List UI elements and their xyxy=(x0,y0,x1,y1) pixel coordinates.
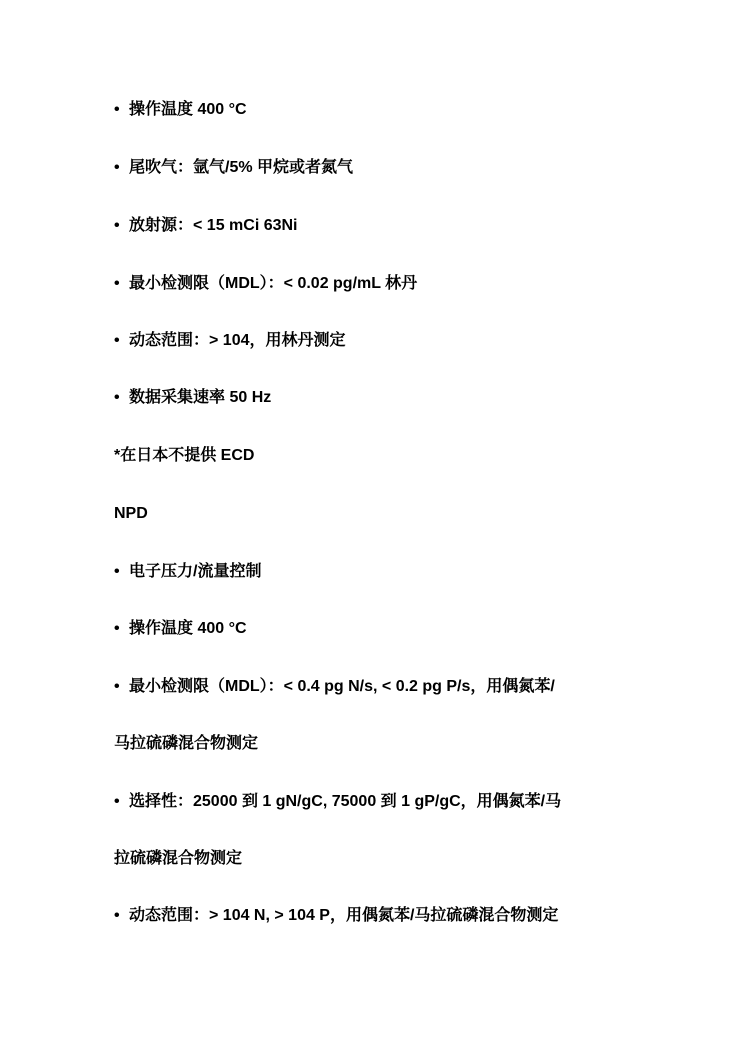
section-heading-npd xyxy=(114,504,148,524)
line-text: 马拉硫磷混合物测定 xyxy=(114,735,259,752)
spec-line-selectivity xyxy=(114,792,561,812)
bullet-icon: • xyxy=(114,563,120,580)
footnote-ecd-japan xyxy=(114,446,254,466)
bullet-icon: • xyxy=(114,159,120,176)
spec-line-selectivity-cont xyxy=(114,849,242,869)
line-text: *在日本不提供 ECD xyxy=(114,447,255,464)
spec-line-operating-temp-2 xyxy=(114,619,247,639)
line-text: 数据采集速率 50 Hz xyxy=(129,389,272,406)
line-text: 最小检测限（MDL）：< 0.02 pg/mL 林丹 xyxy=(129,275,418,292)
bullet-icon: • xyxy=(114,101,120,118)
bullet-icon: • xyxy=(114,217,120,234)
line-text: 动态范围：> 104 N, > 104 P，用偶氮苯/马拉硫磷混合物测定 xyxy=(129,907,559,924)
bullet-icon: • xyxy=(114,620,120,637)
line-text: 最小检测限（MDL）：< 0.4 pg N/s, < 0.2 pg P/s，用偶氮苯/ xyxy=(129,678,555,695)
line-text: 拉硫磷混合物测定 xyxy=(114,850,243,867)
bullet-icon: • xyxy=(114,389,120,406)
spec-line-radiation-source xyxy=(114,216,298,236)
spec-line-dynamic-range-npd xyxy=(114,906,558,926)
spec-line-operating-temp-1 xyxy=(114,100,247,120)
spec-line-makeup-gas xyxy=(114,158,353,178)
line-text: 放射源：< 15 mCi 63Ni xyxy=(129,217,298,234)
bullet-icon: • xyxy=(114,907,120,924)
line-text: 操作温度 400 °C xyxy=(129,620,247,637)
bullet-icon: • xyxy=(114,275,120,292)
spec-line-epc xyxy=(114,562,261,582)
spec-line-mdl-npd-cont xyxy=(114,734,258,754)
bullet-icon: • xyxy=(114,793,120,810)
line-text: NPD xyxy=(114,505,148,522)
bullet-icon: • xyxy=(114,678,120,695)
line-text: 电子压力/流量控制 xyxy=(129,563,262,580)
spec-line-mdl-ecd xyxy=(114,274,417,294)
line-text: 动态范围：> 104，用林丹测定 xyxy=(129,332,346,349)
line-text: 选择性：25000 到 1 gN/gC, 75000 到 1 gP/gC，用偶氮苯/马 xyxy=(129,793,562,810)
line-text: 操作温度 400 °C xyxy=(129,101,247,118)
spec-line-dynamic-range-ecd xyxy=(114,331,346,351)
bullet-icon: • xyxy=(114,332,120,349)
spec-line-mdl-npd xyxy=(114,677,555,697)
line-text: 尾吹气：氩气/5% 甲烷或者氮气 xyxy=(129,159,354,176)
spec-line-sampling-rate xyxy=(114,388,271,408)
